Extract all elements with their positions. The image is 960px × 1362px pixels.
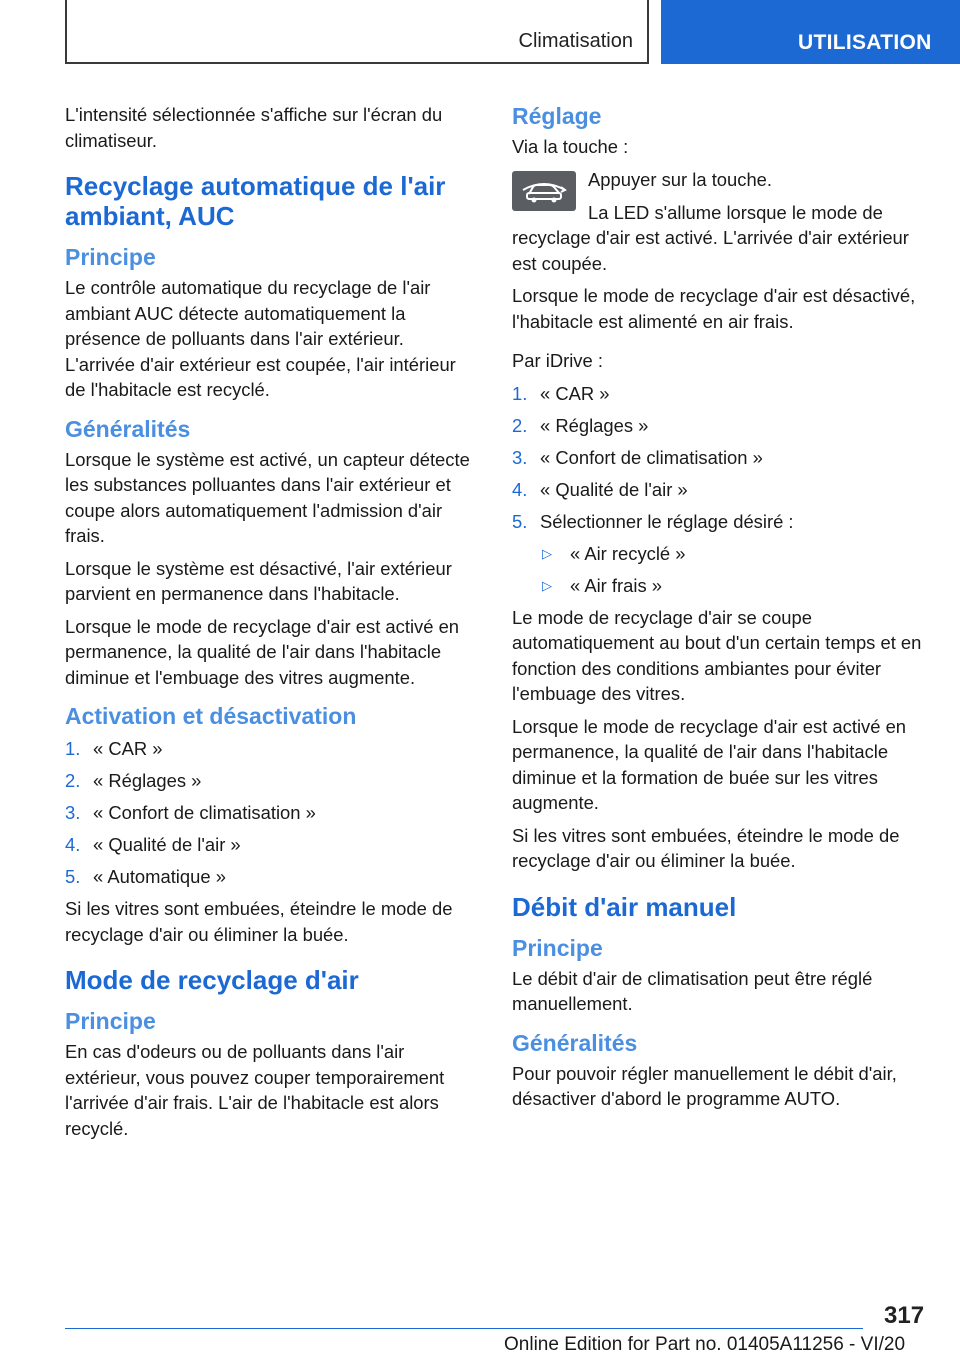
triangle-bullet-icon: ▷	[542, 577, 552, 593]
permanent-text: Lorsque le mode de recyclage d'air est activé en permanence, la qualité de l'air dans l'habitacle diminue et la formation de buée sur les vitres augmente.	[512, 715, 907, 813]
idrive-step	[512, 413, 924, 439]
activation-step	[65, 800, 477, 826]
activation-step	[65, 832, 477, 858]
debit-heading: Débit d'air manuel	[512, 891, 737, 922]
step-number: 5.	[65, 866, 81, 887]
step-number: 5.	[512, 510, 528, 532]
auc-generalites-p1: Lorsque le système est activé, un capteur détecte les substances polluantes dans l'air extérieur et coupe alors automatiquement l'admission d'air frais.	[65, 448, 470, 546]
activation-heading: Activation et désactivation	[65, 703, 357, 729]
auc-generalites-p2: Lorsque le système est désactivé, l'air extérieur parvient en permanence dans l'habitacle.	[65, 557, 452, 604]
step-text: « Réglages »	[540, 414, 649, 436]
step-text: Sélectionner le réglage désiré :	[540, 510, 794, 532]
idrive-step	[512, 445, 924, 471]
activation-step	[65, 736, 477, 762]
auto-off-text: Le mode de recyclage d'air se coupe automatiquement au bout d'un certain temps et en fonction des conditions ambiantes pour éviter l'embuage des vitres.	[512, 606, 922, 704]
air-recirculation-icon	[512, 171, 576, 211]
idrive-sub-option	[512, 541, 924, 567]
right-column	[512, 102, 924, 1119]
recirculation-button-row	[512, 167, 924, 219]
activation-step	[65, 768, 477, 794]
step-text: « Confort de climatisation »	[93, 802, 316, 823]
reglage-heading: Réglage	[512, 103, 602, 129]
auc-principe-text: Le contrôle automatique du recyclage de l'air ambiant AUC détecte automatiquement la présence de polluants dans l'air extérieur. L'arrivée d'air extérieur est coupée, l'air intérieur de l'habitacle est recyclé.	[65, 277, 456, 400]
led-text: La LED s'allume lorsque le mode de recyclage d'air est activé. L'arrivée d'air extérieur est coupée.	[512, 201, 909, 274]
idrive-step	[512, 477, 924, 503]
step-number: 4.	[65, 834, 81, 855]
section-tab: UTILISATION	[661, 0, 960, 64]
step-text: « Automatique »	[93, 866, 226, 887]
via-touche-text: Via la touche :	[512, 136, 629, 157]
auc-generalites-p3: Lorsque le mode de recyclage d'air est activé en permanence, la qualité de l'air dans l'habitacle diminue et l'embuage des vitres augmente.	[65, 615, 460, 688]
page-number: 317	[884, 1302, 925, 1329]
mode-principe-heading: Principe	[65, 1008, 156, 1034]
intro-text: L'intensité sélectionnée s'affiche sur l'écran du climatiseur.	[65, 104, 443, 151]
debit-principe-heading: Principe	[512, 934, 603, 961]
step-text: « Qualité de l'air »	[540, 478, 688, 500]
embuees-text: Si les vitres sont embuées, éteindre le mode de recyclage d'air ou éliminer la buée.	[512, 824, 900, 871]
footer-edition: Online Edition for Part no. 01405A11256 - VI/20	[504, 1334, 906, 1355]
mode-recyclage-heading: Mode de recyclage d'air	[65, 965, 359, 995]
idrive-steps	[512, 381, 924, 599]
step-number: 2.	[65, 770, 81, 791]
step-text: « Réglages »	[93, 770, 202, 791]
debit-principe-text: Le débit d'air de climatisation peut être réglé manuellement.	[512, 967, 873, 1014]
step-text: « Qualité de l'air »	[93, 834, 241, 855]
par-idrive-text: Par iDrive :	[512, 350, 603, 371]
idrive-step	[512, 381, 924, 407]
chapter-title: Climatisation	[518, 30, 633, 52]
step-number: 3.	[512, 446, 528, 468]
press-button-text: Appuyer sur la touche.	[588, 168, 773, 190]
idrive-step	[512, 509, 924, 535]
activation-step	[65, 864, 477, 890]
step-number: 1.	[512, 382, 528, 404]
step-text: « CAR »	[540, 382, 610, 404]
step-text: « CAR »	[93, 738, 163, 759]
auc-generalites-heading: Généralités	[65, 415, 191, 442]
idrive-sub-option	[512, 573, 924, 599]
auc-heading: Recyclage automatique de l'air ambiant, AUC	[65, 171, 446, 231]
step-number: 3.	[65, 802, 81, 823]
auc-principe-heading: Principe	[65, 244, 156, 270]
mode-principe-text: En cas d'odeurs ou de polluants dans l'air extérieur, vous pouvez couper temporairement l'arrivée d'air frais. L'air de l'habitacle est alors recyclé.	[65, 1041, 445, 1139]
header-chapter-box	[65, 0, 649, 64]
step-number: 2.	[512, 414, 528, 436]
sub-option-text: « Air recyclé »	[570, 542, 686, 564]
activation-note: Si les vitres sont embuées, éteindre le mode de recyclage d'air ou éliminer la buée.	[65, 898, 453, 945]
footer-divider	[65, 1328, 863, 1329]
activation-steps	[65, 736, 477, 890]
step-number: 1.	[65, 738, 81, 759]
step-number: 4.	[512, 478, 528, 500]
triangle-bullet-icon: ▷	[542, 545, 552, 561]
step-text: « Confort de climatisation »	[540, 446, 763, 468]
left-column	[65, 102, 477, 1148]
deactivated-text: Lorsque le mode de recyclage d'air est désactivé, l'habitacle est alimenté en air frais.	[512, 285, 916, 332]
debit-generalites-text: Pour pouvoir régler manuellement le débit d'air, désactiver d'abord le programme AUTO.	[512, 1062, 897, 1109]
debit-generalites-heading: Généralités	[512, 1029, 638, 1056]
sub-option-text: « Air frais »	[570, 574, 662, 596]
